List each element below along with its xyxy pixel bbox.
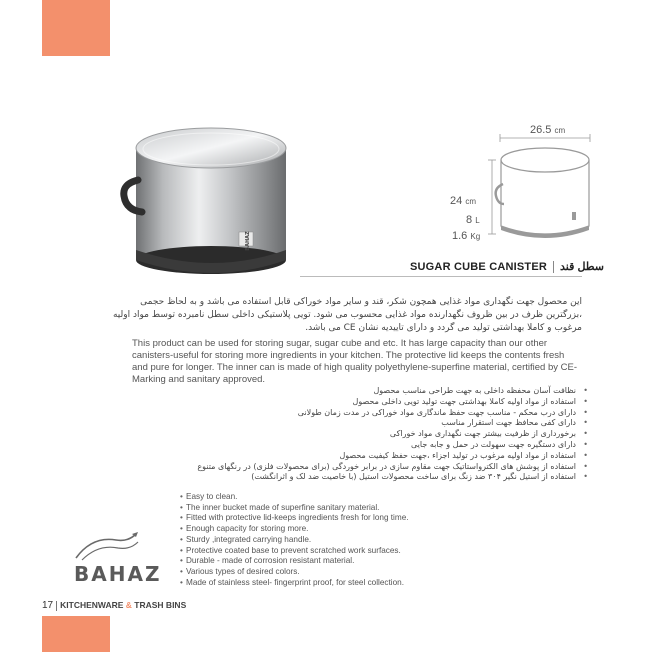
width-value: 26.5 xyxy=(530,124,552,136)
feature-fa-item: استفاده از مواد اولیه کاملا بهداشتی جهت تولید تویی داخلی محصول • xyxy=(190,397,582,408)
brand-logo: BAHAZ xyxy=(74,562,162,586)
feature-en-item: • Enough capacity for storing more. xyxy=(186,524,526,535)
product-logo-label: BAHAZ xyxy=(245,231,251,251)
page-footer xyxy=(42,600,186,611)
page-number: 17 xyxy=(42,600,54,611)
product-title xyxy=(410,260,604,273)
feature-fa-item: دارای کفی محافظ جهت استقرار مناسب • xyxy=(190,418,582,429)
description-en: This product can be used for storing sugar, sugar cube and etc. It has large capacity than our other canisters-useful for storing more ingredients in your kitchen. The protective lid keeps the contents fresh and pure for longer. The inner can is made of high quality polyethylene-superfine material, certified by CE-Marking and sanitary approved. xyxy=(132,338,577,385)
accent-band-bottom xyxy=(42,616,110,652)
dimension-weight xyxy=(452,230,480,242)
product-title-fa: سطل قند xyxy=(560,261,605,273)
height-unit: cm xyxy=(465,197,476,206)
feature-fa-item: دارای درب محکم - مناسب جهت حفظ ماندگاری مواد خوراکی در مدت زمان طولانی • xyxy=(190,408,582,419)
product-title-en: SUGAR CUBE CANISTER xyxy=(410,261,548,273)
weight-unit: Kg xyxy=(470,232,481,241)
brand-bird-icon xyxy=(72,528,142,564)
feature-fa-item: برخورداری از ظرفیت بیشتر جهت نگهداری مواد خوراکی • xyxy=(190,429,582,440)
feature-en-item: • Sturdy ,integrated carrying handle. xyxy=(186,535,526,546)
description-fa: این محصول جهت نگهداری مواد غذایی همچون شکر، قند و سایر مواد خوراکی قابل استفاده می باشد و به لحاظ حجمی ،بزرگترین ظرف در بین ظروف نگهدارنده مواد غذایی محسوب می شود. تویی پلاستیکی داخلی سطل نامبرده توسط مواد اولیه مرغوب و کاملا بهداشتی تولید می گردد و دارای تاییدیه نشان CE می باشد. xyxy=(112,297,582,333)
height-value: 24 xyxy=(450,195,463,207)
feature-en-item: • Easy to clean. xyxy=(186,492,526,503)
dimension-width xyxy=(530,124,565,136)
features-en-list xyxy=(186,492,526,588)
feature-fa-item: دارای دستگیره جهت سهولت در حمل و جابه جایی • xyxy=(190,440,582,451)
title-divider xyxy=(553,261,554,273)
footer-divider xyxy=(56,601,57,611)
title-underline xyxy=(300,276,582,277)
footer-category-a: KITCHENWARE xyxy=(60,600,124,610)
feature-en-item: • The inner bucket made of superfine sanitary material. xyxy=(186,503,526,514)
feature-fa-item: استفاده از مواد اولیه مرغوب در تولید اجزاء ،جهت حفظ کیفیت محصول • xyxy=(190,451,582,462)
feature-en-item: • Various types of desired colors. xyxy=(186,567,526,578)
features-fa-list xyxy=(190,386,582,483)
feature-en-item: • Fitted with protective lid-keeps ingredients fresh for long time. xyxy=(186,513,526,524)
feature-fa-item: استفاده از استیل نگیر ۳۰۴ ضد زنگ برای ساخت محصولات استیل (با خاصیت ضد لک و اثرانگشت) • xyxy=(190,472,582,483)
footer-category-b: TRASH BINS xyxy=(134,600,187,610)
width-unit: cm xyxy=(554,126,566,135)
feature-en-item: • Made of stainless steel- fingerprint proof, for steel collection. xyxy=(186,578,526,589)
volume-value: 8 xyxy=(466,214,473,226)
feature-en-item: • Protective coated base to prevent scratched work surfaces. xyxy=(186,546,526,557)
dimension-volume xyxy=(466,214,480,226)
feature-fa-item: استفاده از پوشش های الکترواستاتیک جهت مقاوم سازی در برابر خوردگی (برای محصولات فلزی) در رنگهای متنوع • xyxy=(190,462,582,473)
footer-amp: & xyxy=(125,600,132,610)
volume-unit: L xyxy=(475,216,480,225)
dimension-height xyxy=(450,195,476,207)
weight-value: 1.6 xyxy=(452,230,468,242)
product-photo xyxy=(118,118,298,288)
feature-en-item: • Durable - made of corrosion resistant material. xyxy=(186,556,526,567)
feature-fa-item: نظافت آسان محفظه داخلی به جهت طراحی مناسب محصول • xyxy=(190,386,582,397)
accent-band-top xyxy=(42,0,110,56)
